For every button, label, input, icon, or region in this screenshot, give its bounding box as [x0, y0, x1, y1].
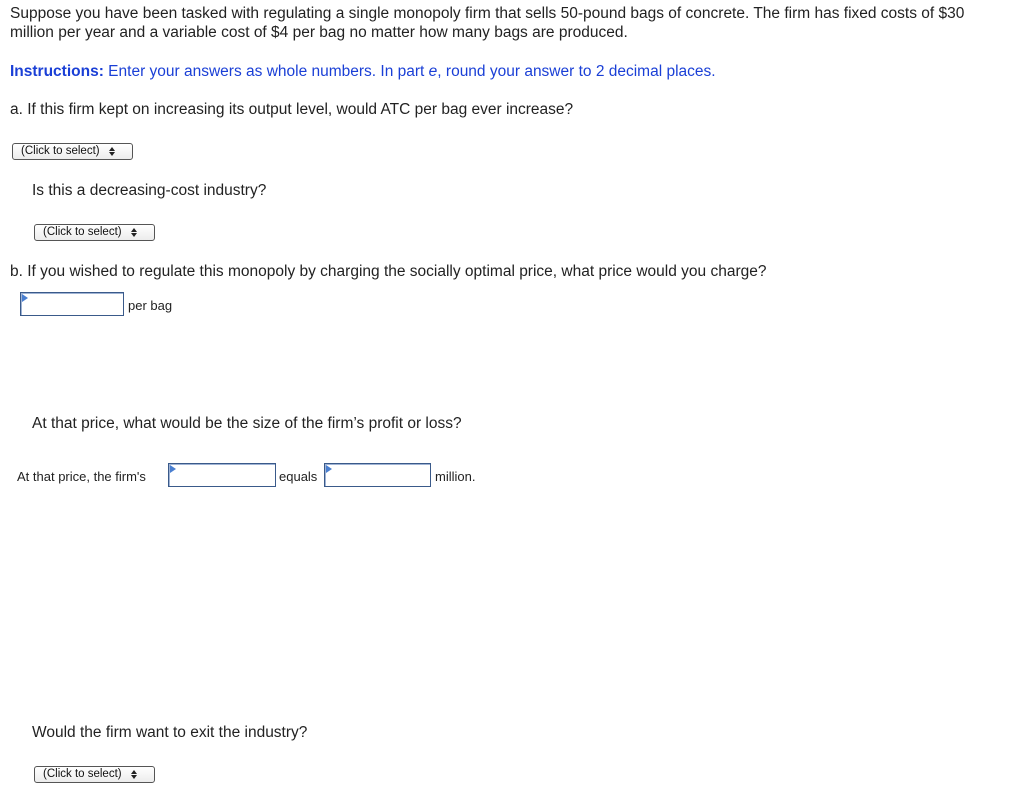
- instructions-text-before: Enter your answers as whole numbers. In part: [103, 63, 429, 80]
- answer-a-select-label: (Click to select): [21, 145, 100, 157]
- profit-prefix: At that price, the firm's: [17, 469, 146, 484]
- answer-b-exit-select-label: (Click to select): [43, 768, 122, 780]
- blue-triangle-flag-icon: [22, 294, 28, 302]
- profit-type-input[interactable]: [168, 463, 276, 487]
- up-down-chevron-icon: [108, 147, 116, 156]
- price-suffix: per bag: [128, 298, 173, 313]
- up-down-chevron-icon: [130, 228, 138, 237]
- million-label: million.: [435, 469, 476, 484]
- question-a-decreasing-cost: Is this a decreasing-cost industry?: [32, 182, 267, 199]
- instructions-text-after: , round your answer to 2 decimal places.: [437, 63, 716, 80]
- blue-triangle-flag-icon: [326, 465, 332, 473]
- question-b: b. If you wished to regulate this monopoly by charging the socially optimal price, what price would you charge?: [10, 263, 767, 280]
- instructions-part-letter: e: [428, 63, 438, 80]
- instructions: [10, 62, 716, 81]
- problem-statement: Suppose you have been tasked with regulating a single monopoly firm that sells 50-pound bags of concrete. The firm has fixed costs of $30 million per year and a variable cost of $4 per bag no matter how many bags are produced.: [10, 5, 965, 41]
- answer-a-select[interactable]: [12, 143, 133, 160]
- blue-triangle-flag-icon: [170, 465, 176, 473]
- question-a: a. If this firm kept on increasing its output level, would ATC per bag ever increase?: [10, 101, 574, 118]
- answer-a-decreasing-cost-select[interactable]: [34, 224, 155, 241]
- price-input[interactable]: [20, 292, 124, 316]
- profit-amount-input[interactable]: [324, 463, 431, 487]
- up-down-chevron-icon: [130, 770, 138, 779]
- instructions-label: Instructions:: [10, 63, 104, 80]
- answer-a-decreasing-cost-select-label: (Click to select): [43, 226, 122, 238]
- question-b-profit-or-loss: At that price, what would be the size of the firm’s profit or loss?: [32, 415, 462, 432]
- question-b-exit-industry: Would the firm want to exit the industry?: [32, 724, 308, 741]
- equals-label: equals: [279, 469, 318, 484]
- answer-b-exit-select[interactable]: [34, 766, 155, 783]
